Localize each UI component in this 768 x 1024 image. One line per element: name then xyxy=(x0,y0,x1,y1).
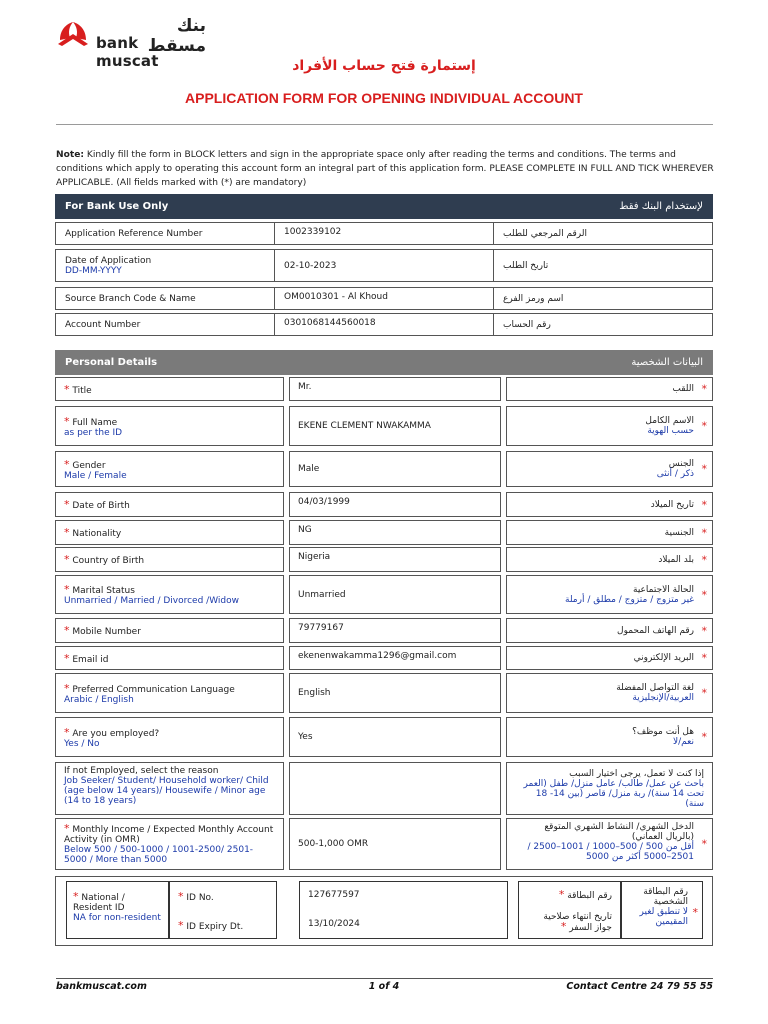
source-branch-row xyxy=(55,287,713,310)
id-expiry-label-arabic: تاريخ انتهاء صلاحية جواز السفر xyxy=(543,912,612,933)
email-row: * Email id ekenenwakamma1296@gmail.com البريد الإلكتروني * xyxy=(55,646,713,670)
field-label: Mobile Number xyxy=(72,627,141,637)
preferred-language-row: * Preferred Communication Language Arabic / English English لغة التواصل المفضلة العربية/الإنجليزية * xyxy=(55,673,713,713)
gender-value[interactable]: Male xyxy=(298,464,320,474)
field-label: Date of Application xyxy=(65,255,152,266)
field-label-arabic: رقم البطاقة الشخصية xyxy=(643,887,688,907)
national-id-arabic-label-box: رقم البطاقة الشخصية لا تنطبق لغير المقيمين * xyxy=(621,881,703,939)
nationality-value[interactable]: NG xyxy=(298,525,312,535)
national-id-section xyxy=(55,876,713,946)
application-reference-row xyxy=(55,222,713,245)
field-hint: Male / Female xyxy=(64,470,127,481)
bank-logo xyxy=(56,16,206,70)
field-label-arabic: هل أنت موظف؟ xyxy=(632,727,694,737)
field-label: Full Name xyxy=(72,417,118,428)
field-label: Title xyxy=(72,385,92,396)
field-label-arabic: اسم ورمز الفرع xyxy=(503,293,564,304)
field-hint: Unmarried / Married / Divorced /Widow xyxy=(64,596,239,606)
employed-row: * Are you employed? Yes / No Yes هل أنت موظف؟ نعم/لا * xyxy=(55,717,713,757)
note-text: Kindly fill the form in BLOCK letters and sign in the appropriate space only after reading the terms and conditions. The terms and conditions which apply to operating this account form an integral part of this application form. PLEASE COMPLETE IN FULL AND TICK WHEREVER APPLICABLE. (All fields marked with (*) are mandatory) xyxy=(56,150,714,188)
contact-centre: Contact Centre 24 79 55 55 xyxy=(566,981,713,992)
form-title: APPLICATION FORM FOR OPENING INDIVIDUAL ACCOUNT xyxy=(185,90,583,106)
field-label-arabic: الاسم الكامل xyxy=(645,416,694,426)
field-label-arabic: اللقب xyxy=(672,384,694,394)
field-hint-arabic: العربية/الإنجليزية xyxy=(632,693,694,703)
id-expiry-value[interactable]: 13/10/2024 xyxy=(308,919,360,929)
field-hint: Below 500 / 500-1000 / 1001-2500/ 2501-5000 / More than 5000 xyxy=(64,845,254,865)
nationality-row: * Nationality NG الجنسية * xyxy=(55,520,713,545)
field-hint: Arabic / English xyxy=(64,694,134,705)
field-label-arabic: تاريخ الطلب xyxy=(503,260,549,271)
field-hint: Yes / No xyxy=(64,738,100,749)
personal-details-header xyxy=(55,350,713,375)
field-label-arabic: الجنسية xyxy=(664,527,694,538)
date-of-birth-row: * Date of Birth 04/03/1999 تاريخ الميلاد * xyxy=(55,492,713,517)
bank-muscat-logo-icon xyxy=(56,16,90,50)
field-hint: NA for non-resident xyxy=(73,913,161,923)
personal-details-heading-arabic: البيانات الشخصية xyxy=(631,357,703,368)
national-id-label-box: * National / Resident ID NA for non-resident xyxy=(66,881,169,939)
field-label-arabic: الرقم المرجعي للطلب xyxy=(503,228,587,239)
field-label: Monthly Income / Expected Monthly Account Activity (in OMR) xyxy=(64,825,274,845)
field-label-arabic: رقم الهاتف المحمول xyxy=(617,625,694,636)
field-label: Account Number xyxy=(65,319,141,330)
mobile-number-row: * Mobile Number 79779167 رقم الهاتف المحمول * xyxy=(55,618,713,643)
account-number-value[interactable]: 0301068144560018 xyxy=(284,318,376,328)
national-id-subfields: * ID No. * ID Expiry Dt. xyxy=(169,881,277,939)
form-title-arabic: إستمارة فتح حساب الأفراد xyxy=(292,58,476,74)
form-note xyxy=(56,148,716,190)
field-label: Preferred Communication Language xyxy=(72,684,235,695)
field-label: National / Resident ID xyxy=(73,893,125,913)
brand-name-arabic: بنك مسقط xyxy=(147,16,206,56)
id-no-value[interactable]: 127677597 xyxy=(308,890,360,900)
field-label: If not Employed, select the reason xyxy=(64,766,219,776)
field-hint-arabic: لا تنطبق لغير المقيمين xyxy=(639,907,688,927)
field-label: Source Branch Code & Name xyxy=(65,293,196,304)
field-label-arabic: تاريخ الميلاد xyxy=(650,499,694,510)
field-label: Application Reference Number xyxy=(65,228,203,239)
title-row: * Title Mr. اللقب * xyxy=(55,377,713,401)
field-label-arabic: الحالة الاجتماعية xyxy=(633,584,694,595)
unemployment-reason-row xyxy=(55,762,713,815)
id-no-label: ID No. xyxy=(186,893,214,903)
bank-use-heading-arabic: لإستخدام البنك فقط xyxy=(619,201,703,212)
full-name-row: * Full Name as per the ID EKENE CLEMENT NWAKAMMA الاسم الكامل حسب الهوية * xyxy=(55,406,713,446)
field-label-arabic: الدخل الشهري/ النشاط الشهري المتوقع (بالريال العماني) xyxy=(544,822,694,842)
national-id-values xyxy=(299,881,508,939)
field-label-arabic: البريد الإلكتروني xyxy=(633,653,694,663)
field-hint-arabic: أقل من 500 / 500–1000 / 1001–2500 / 2501–5000 أكثر من 5000 xyxy=(527,842,694,862)
field-label: Are you employed? xyxy=(72,728,160,739)
title-divider xyxy=(56,124,713,125)
brand-name: bank muscat xyxy=(96,34,159,70)
field-hint-arabic: ذكر / أنثى xyxy=(656,469,694,479)
field-hint: DD-MM-YYYY xyxy=(65,265,122,276)
country-of-birth-value[interactable]: Nigeria xyxy=(298,552,331,562)
employed-value[interactable]: Yes xyxy=(298,732,313,742)
field-label: Email id xyxy=(72,654,109,665)
footer-divider xyxy=(56,978,713,979)
national-id-arabic-subfields: رقم البطاقة * تاريخ انتهاء صلاحية جواز السفر * xyxy=(518,881,621,939)
account-number-row xyxy=(55,313,713,336)
note-label: Note: xyxy=(56,150,85,160)
email-value[interactable]: ekenenwakamma1296@gmail.com xyxy=(298,651,457,661)
preferred-language-value[interactable]: English xyxy=(298,688,331,698)
field-label-arabic: الجنس xyxy=(668,459,694,469)
field-label-arabic: بلد الميلاد xyxy=(658,554,694,565)
field-hint: as per the ID xyxy=(64,427,123,438)
full-name-value[interactable]: EKENE CLEMENT NWAKAMMA xyxy=(298,421,431,431)
country-of-birth-row: * Country of Birth Nigeria بلد الميلاد * xyxy=(55,547,713,572)
gender-row: * Gender Male / Female Male الجنس ذكر / أنثى * xyxy=(55,451,713,487)
monthly-income-row: * Monthly Income / Expected Monthly Account Activity (in OMR) Below 500 / 500-1000 / 1001-2500/ 2501-5000 / More than 5000 500-1,000 OMR الدخل الشهري/ النشاط الشهري المتوقع (بالريال العماني) أقل من 500 / 500–1000 / 1001–2500 / 2501–5000 أكثر من 5000 * xyxy=(55,818,713,870)
field-label: Date of Birth xyxy=(72,501,130,511)
date-of-application-row xyxy=(55,249,713,282)
date-of-application-value[interactable]: 02-10-2023 xyxy=(284,260,337,271)
id-no-label-arabic: رقم البطاقة xyxy=(567,891,612,901)
field-hint: Job Seeker/ Student/ Household worker/ Child (age below 14 years)/ Housewife / Minor age (14 to 18 years) xyxy=(64,776,269,806)
id-expiry-label: ID Expiry Dt. xyxy=(186,922,244,932)
field-label-arabic: رقم الحساب xyxy=(503,319,551,330)
field-label-arabic: لغة التواصل المفضلة xyxy=(616,683,694,693)
bank-use-heading: For Bank Use Only xyxy=(65,201,169,212)
field-label: Gender xyxy=(72,460,106,471)
field-label: Marital Status xyxy=(72,586,135,596)
field-hint-arabic: نعم/لا xyxy=(672,737,694,747)
marital-status-value[interactable]: Unmarried xyxy=(298,589,346,600)
field-label: Country of Birth xyxy=(72,556,145,566)
monthly-income-value[interactable]: 500-1,000 OMR xyxy=(298,839,369,849)
application-reference-value[interactable]: 1002339102 xyxy=(284,227,342,237)
field-hint-arabic: غير متزوج / متزوج / مطلق / أرملة xyxy=(565,594,694,605)
bank-use-header xyxy=(55,194,713,219)
field-hint-arabic: حسب الهوية xyxy=(647,426,694,436)
marital-status-row: * Marital Status Unmarried / Married / Divorced /Widow Unmarried الحالة الاجتماعية غير متزوج / متزوج / مطلق / أرملة * xyxy=(55,575,713,614)
field-label-arabic: إذا كنت لا تعمل، يرجى اختيار السبب xyxy=(569,769,704,779)
footer-website-link[interactable]: bankmuscat.com xyxy=(56,981,147,992)
date-of-birth-value[interactable]: 04/03/1999 xyxy=(298,497,350,507)
page-number: 1 of 4 xyxy=(368,981,400,992)
title-value[interactable]: Mr. xyxy=(298,382,312,392)
field-label: Nationality xyxy=(72,529,122,539)
personal-details-heading: Personal Details xyxy=(65,357,158,368)
source-branch-value[interactable]: OM0010301 - Al Khoud xyxy=(284,292,388,302)
field-hint-arabic: باحث عن عمل/ طالب/ عامل منزل/ طفل (العمر تحت 14 سنة)/ ربة منزل/ قاصر (بين 14- 18 سنة) xyxy=(523,779,704,809)
mobile-number-value[interactable]: 79779167 xyxy=(298,623,344,633)
